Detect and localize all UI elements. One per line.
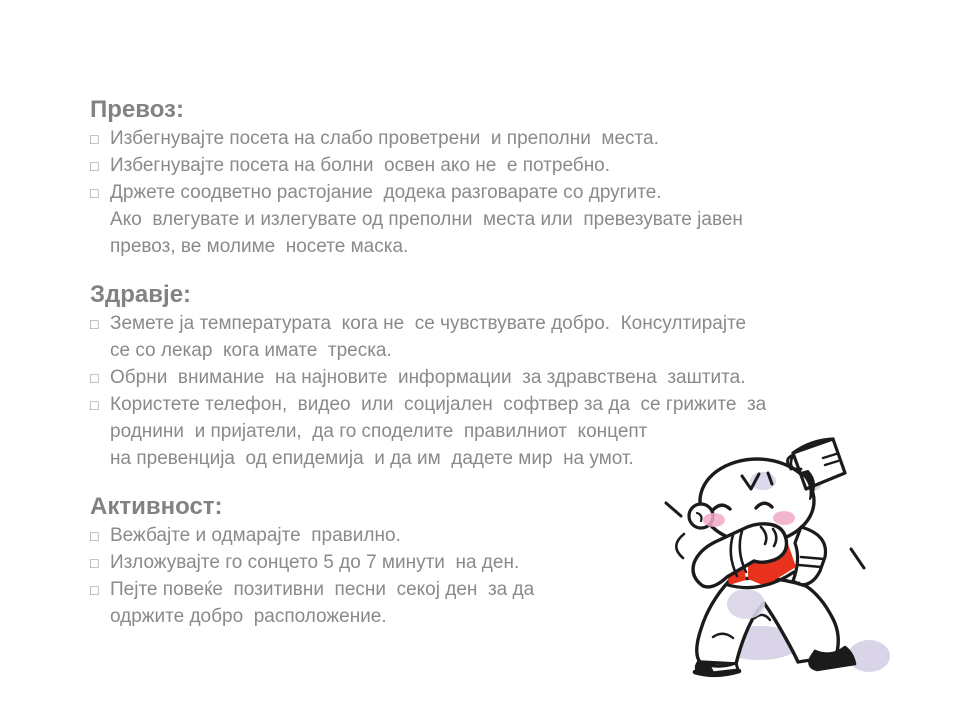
section-transport	[90, 95, 790, 260]
bullet-line	[90, 310, 790, 337]
bullet-line	[90, 391, 790, 418]
line-text: Држете соодветно растојание додека разговарате со другите.	[110, 182, 662, 203]
line-text: Избегнувајте посета на слабо проветрени и преполни места.	[110, 128, 659, 149]
line-text: Ако влегувате и излегувате од преполни места или превезувате јавен	[110, 209, 743, 230]
bullet-line	[90, 364, 790, 391]
line-text: Изложувајте го сонцето 5 до 7 минути на ден.	[110, 552, 520, 573]
checkbox-bullet-icon: □	[90, 185, 99, 201]
section-title-activity: Активност:	[90, 493, 223, 520]
section-title-transport: Превоз:	[90, 96, 184, 123]
line-text: Обрни внимание на најновите информации за здравствена заштита.	[110, 367, 746, 388]
continuation-line	[90, 337, 790, 364]
checkbox-bullet-icon: □	[90, 370, 99, 386]
checkbox-bullet-icon: □	[90, 528, 99, 544]
line-text: се со лекар кога имате треска.	[110, 340, 392, 361]
checkbox-bullet-icon: □	[90, 316, 99, 332]
line-text: Вежбајте и одмарајте правилно.	[110, 525, 401, 546]
illustration-child-covering-mouth	[643, 430, 893, 702]
line-text: одржите добро расположение.	[110, 606, 387, 627]
line-text: Пејте повеќе позитивни песни секој ден за да	[110, 579, 535, 600]
bullet-line	[90, 179, 790, 206]
checkbox-bullet-icon: □	[90, 397, 99, 413]
line-text: Користете телефон, видео или социјален софтвер за да се грижите за	[110, 394, 767, 415]
section-title-health: Здравје:	[90, 281, 192, 308]
continuation-line	[90, 206, 790, 233]
bullet-line	[90, 152, 790, 179]
line-text: превоз, ве молиме носете маска.	[110, 236, 409, 257]
checkbox-bullet-icon: □	[90, 555, 99, 571]
continuation-line	[90, 233, 790, 260]
line-text: Избегнувајте посета на болни освен ако не е потребно.	[110, 155, 611, 176]
checkbox-bullet-icon: □	[90, 158, 99, 174]
checkbox-bullet-icon: □	[90, 582, 99, 598]
line-text: Земете ја температурата кога не се чувствувате добро. Консултирајте	[110, 313, 747, 334]
bullet-line	[90, 125, 790, 152]
line-text: на превенција од епидемија и да им дадете мир на умот.	[110, 448, 634, 469]
line-text: роднини и пријатели, да го споделите правилниот концепт	[110, 421, 648, 442]
checkbox-bullet-icon: □	[90, 131, 99, 147]
